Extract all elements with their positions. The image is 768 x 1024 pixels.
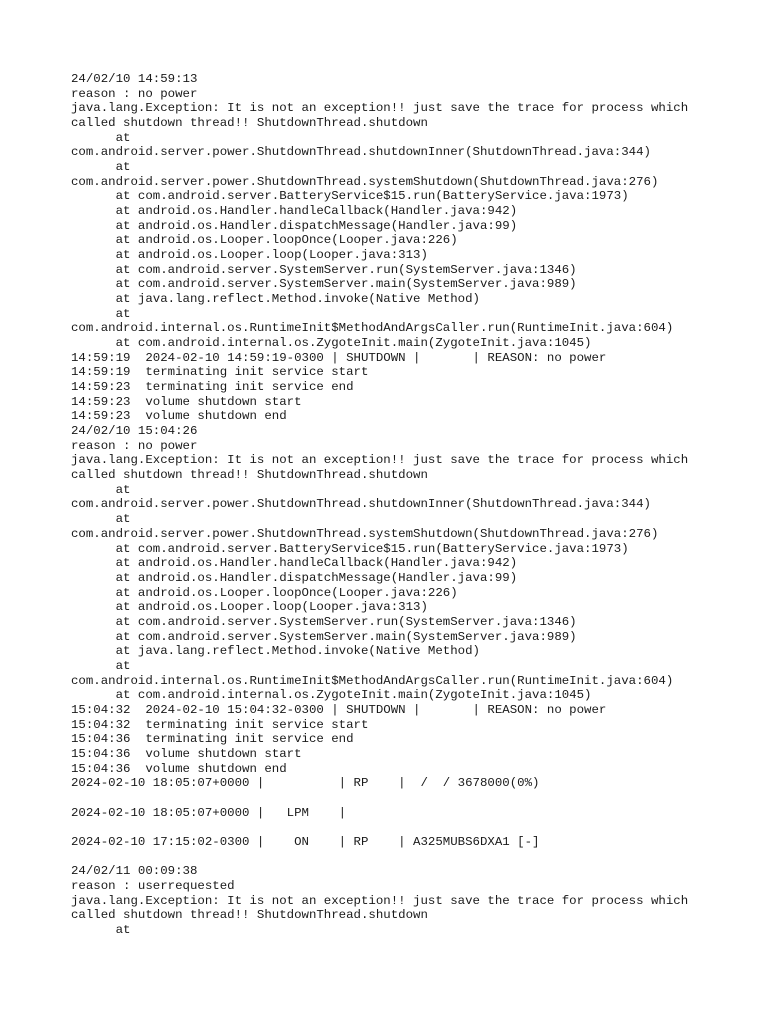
log-line: reason : userrequested (71, 878, 235, 893)
log-line: at com.android.server.SystemServer.run(SystemServer.java:1346) (71, 262, 577, 277)
log-line: java.lang.Exception: It is not an exception!! just save the trace for process which (71, 453, 689, 468)
log-line: at com.android.server.SystemServer.main(SystemServer.java:989) (71, 277, 577, 292)
log-line: at android.os.Handler.dispatchMessage(Handler.java:99) (71, 218, 518, 233)
log-line: com.android.internal.os.RuntimeInit$MethodAndArgsCaller.run(RuntimeInit.java:604) (71, 673, 674, 688)
log-line: 14:59:23 volume shutdown end (71, 409, 287, 424)
log-line: 15:04:36 volume shutdown end (71, 761, 287, 776)
log-line: at com.android.internal.os.ZygoteInit.main(ZygoteInit.java:1045) (71, 336, 592, 351)
log-line: reason : no power (71, 86, 198, 101)
log-line: 14:59:23 volume shutdown start (71, 394, 302, 409)
log-line (71, 850, 688, 865)
log-line: 24/02/11 00:09:38 (71, 864, 198, 879)
log-line: 24/02/10 14:59:13 (71, 72, 198, 86)
log-line: at android.os.Handler.handleCallback(Handler.java:942) (71, 556, 518, 571)
log-line: at com.android.internal.os.ZygoteInit.main(ZygoteInit.java:1045) (71, 688, 592, 703)
log-line: at java.lang.reflect.Method.invoke(Native Method) (71, 644, 480, 659)
log-line: at (71, 130, 131, 145)
log-line: called shutdown thread!! ShutdownThread.shutdown (71, 908, 428, 923)
log-line: 15:04:36 terminating init service end (71, 732, 354, 747)
log-line: at (71, 658, 131, 673)
log-line: at com.android.server.BatteryService$15.run(BatteryService.java:1973) (71, 541, 629, 556)
log-line: called shutdown thread!! ShutdownThread.shutdown (71, 468, 428, 483)
log-line: at (71, 160, 131, 175)
log-line: 15:04:32 terminating init service start (71, 717, 369, 732)
log-line: 14:59:19 terminating init service start (71, 365, 369, 380)
log-line: 24/02/10 15:04:26 (71, 424, 198, 439)
log-line: com.android.server.power.ShutdownThread.shutdownInner(ShutdownThread.java:344) (71, 145, 651, 160)
log-line: at com.android.server.BatteryService$15.run(BatteryService.java:1973) (71, 189, 629, 204)
log-line: at android.os.Looper.loop(Looper.java:313) (71, 248, 428, 263)
log-line: java.lang.Exception: It is not an exception!! just save the trace for process which (71, 893, 689, 908)
log-line: at android.os.Looper.loop(Looper.java:313) (71, 600, 428, 615)
log-line: at android.os.Looper.loopOnce(Looper.java:226) (71, 233, 458, 248)
log-line: com.android.server.power.ShutdownThread.systemShutdown(ShutdownThread.java:276) (71, 174, 659, 189)
log-line: at (71, 922, 131, 937)
log-line: called shutdown thread!! ShutdownThread.shutdown (71, 116, 428, 131)
log-document (71, 72, 688, 938)
log-line: at android.os.Handler.dispatchMessage(Handler.java:99) (71, 570, 518, 585)
log-line: 14:59:19 2024-02-10 14:59:19-0300 | SHUTDOWN | | REASON: no power (71, 350, 607, 365)
log-line: at android.os.Handler.handleCallback(Handler.java:942) (71, 204, 518, 219)
log-line: at (71, 512, 131, 527)
log-line (71, 791, 688, 806)
log-line: 15:04:32 2024-02-10 15:04:32-0300 | SHUTDOWN | | REASON: no power (71, 702, 607, 717)
log-line: at com.android.server.SystemServer.run(SystemServer.java:1346) (71, 614, 577, 629)
log-line (71, 820, 688, 835)
log-line: 2024-02-10 18:05:07+0000 | | RP | / / 3678000(0%) (71, 776, 540, 791)
log-line: 14:59:23 terminating init service end (71, 380, 354, 395)
log-line: 2024-02-10 18:05:07+0000 | LPM | (71, 805, 347, 820)
log-line: at (71, 482, 131, 497)
log-line: com.android.server.power.ShutdownThread.shutdownInner(ShutdownThread.java:344) (71, 497, 651, 512)
log-line: at java.lang.reflect.Method.invoke(Native Method) (71, 292, 480, 307)
log-line: com.android.server.power.ShutdownThread.systemShutdown(ShutdownThread.java:276) (71, 526, 659, 541)
log-line: at android.os.Looper.loopOnce(Looper.java:226) (71, 585, 458, 600)
log-line: at (71, 306, 131, 321)
log-line: com.android.internal.os.RuntimeInit$MethodAndArgsCaller.run(RuntimeInit.java:604) (71, 321, 674, 336)
log-line: reason : no power (71, 438, 198, 453)
log-line: 15:04:36 volume shutdown start (71, 746, 302, 761)
log-line: 2024-02-10 17:15:02-0300 | ON | RP | A325MUBS6DXA1 [-] (71, 834, 540, 849)
log-line: at com.android.server.SystemServer.main(SystemServer.java:989) (71, 629, 577, 644)
log-line: java.lang.Exception: It is not an exception!! just save the trace for process which (71, 101, 689, 116)
